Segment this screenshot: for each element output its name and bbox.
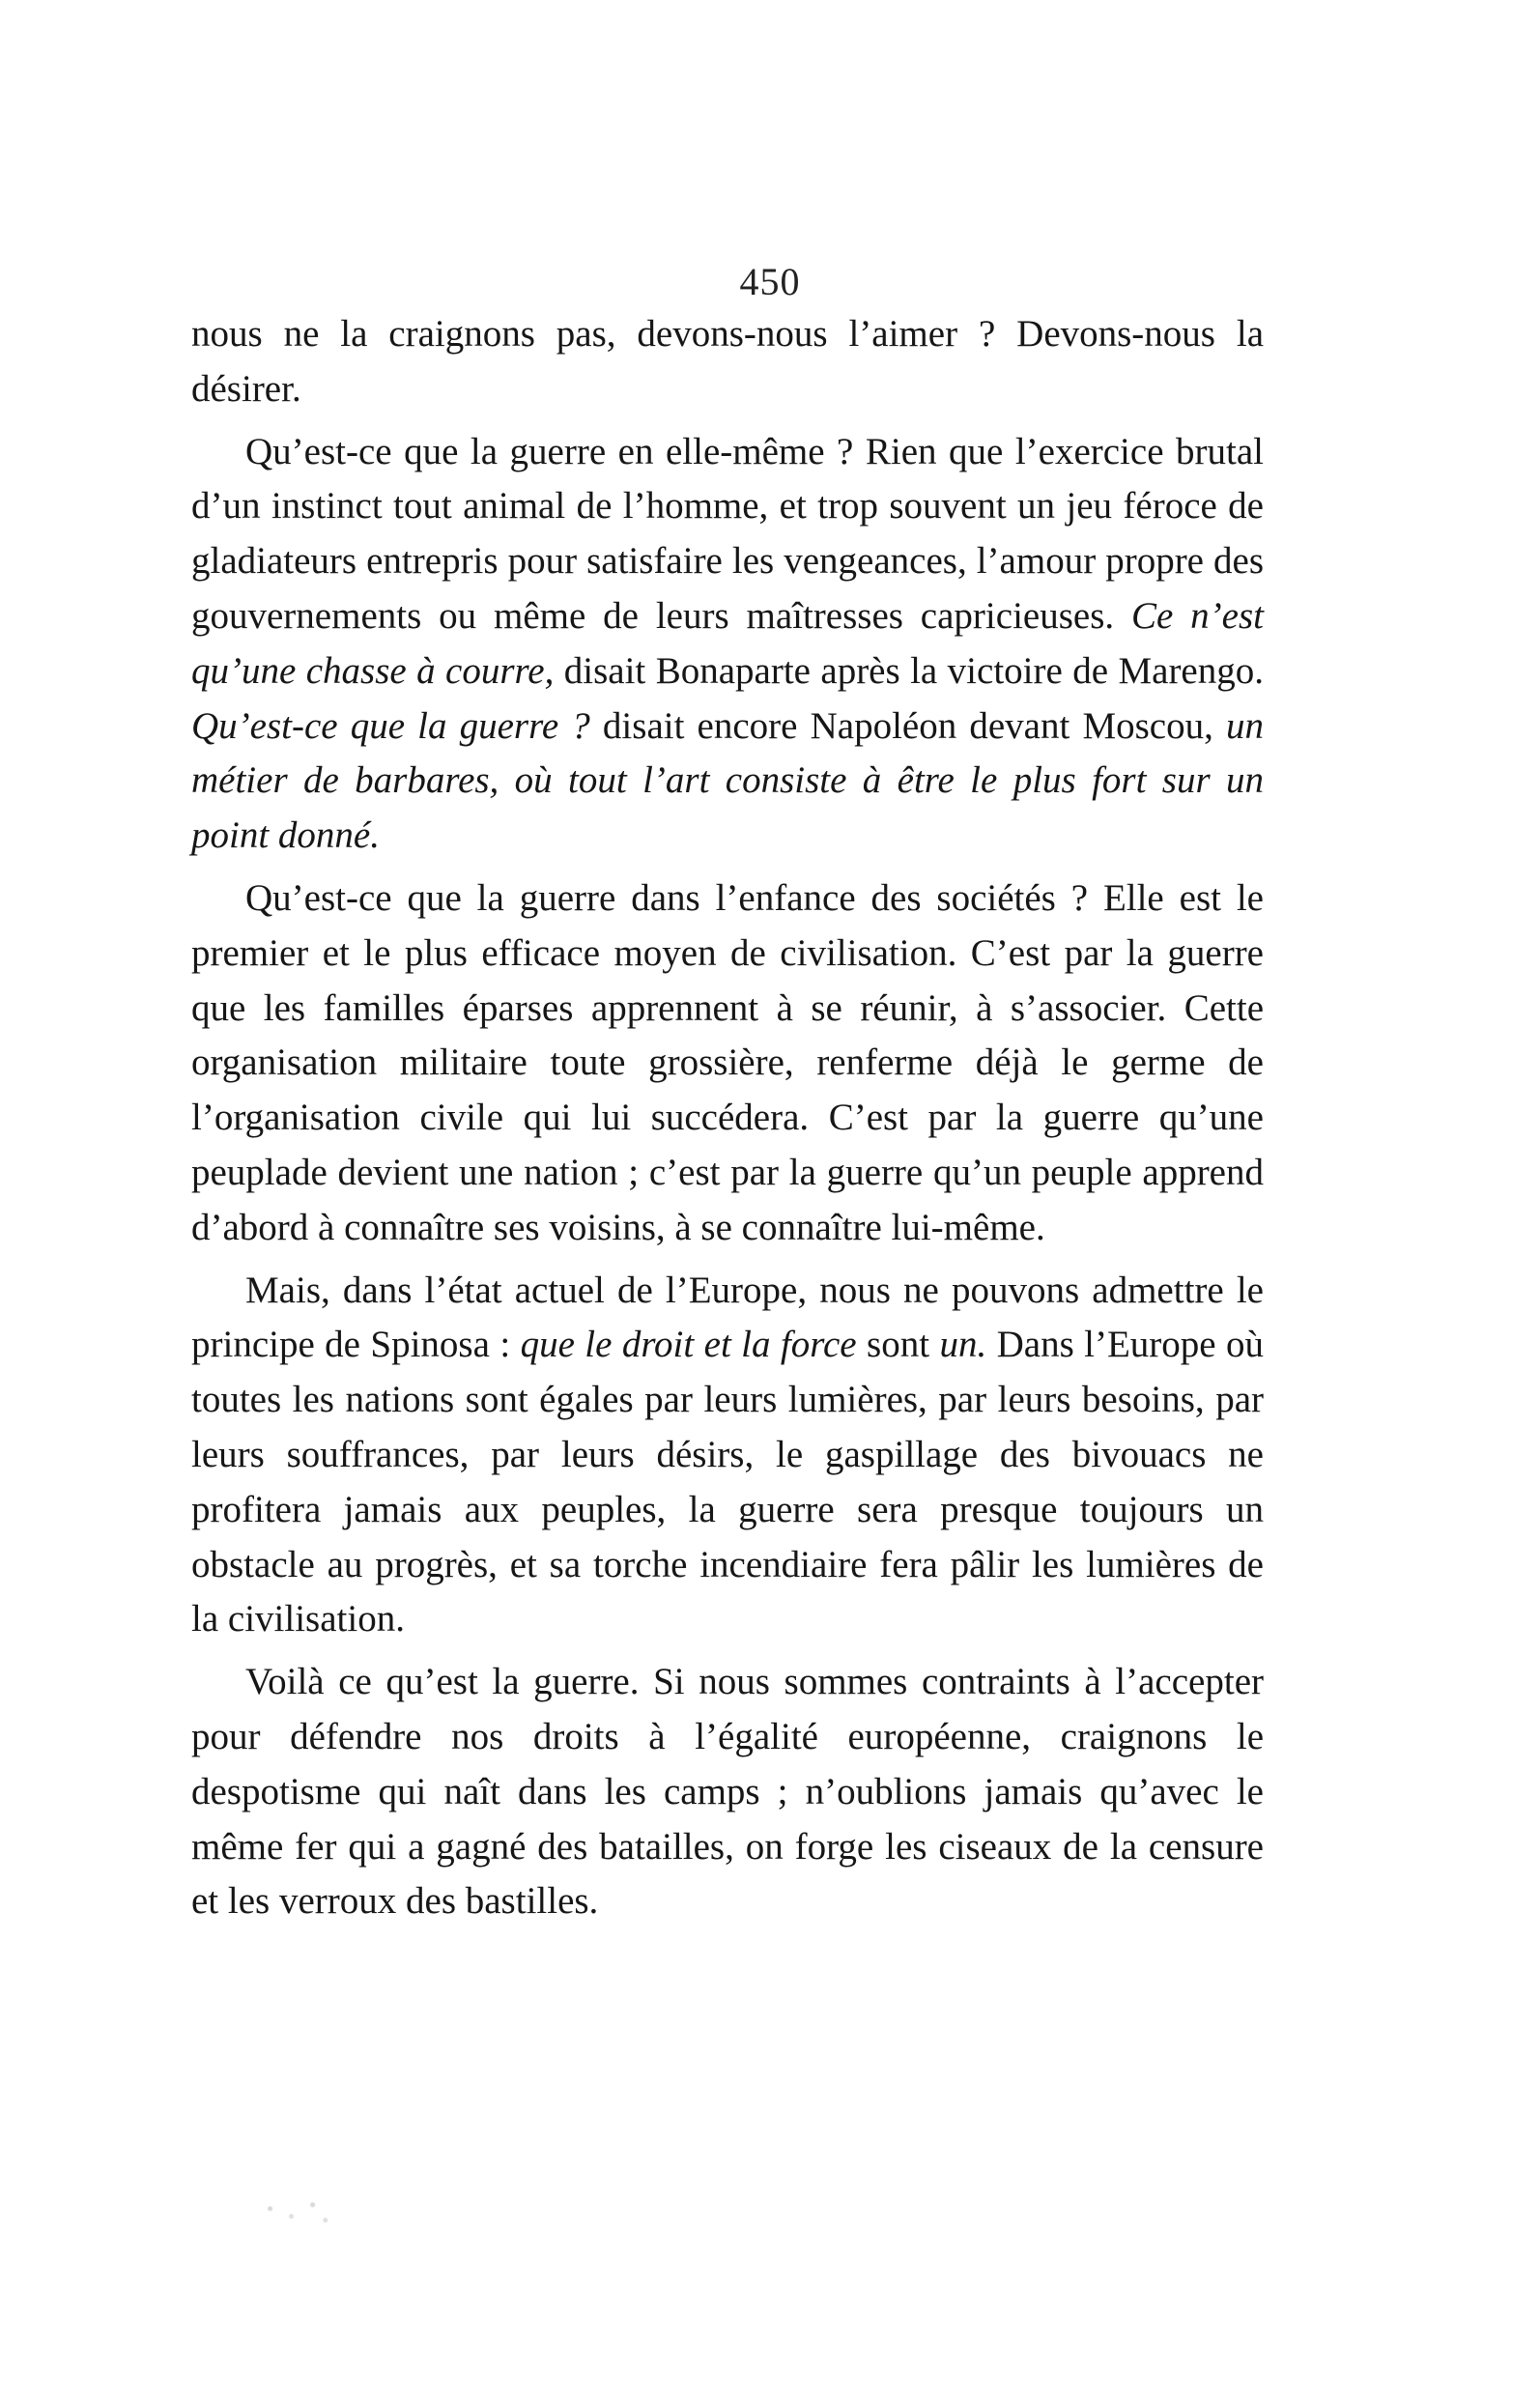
print-smudge [253, 2193, 338, 2232]
paragraph-2 [191, 425, 1264, 864]
paragraph-3 [191, 871, 1264, 1256]
paragraph-4 [191, 1264, 1264, 1648]
text-segment: disait Bonaparte après la victoire de Marengo. [554, 649, 1264, 692]
text-segment: nous ne la craignons pas, devons-nous l’aimer ? Devons-nous la désirer. [191, 313, 1264, 410]
italic-quote: un. [939, 1324, 987, 1366]
italic-quote: un métier de barbares, où tout l’art consiste à être le plus fort sur un point donné. [191, 704, 1264, 857]
page-number: 450 [739, 260, 801, 303]
text-segment: Voilà ce qu’est la guerre. Si nous sommes contraints à l’accepter pour défendre nos droits à l’égalité européenne, craignons le despotisme qui naît dans les camps ; n’oublions jamais qu’avec le même fer qui a gagné des batailles, on forge les ciseaux de la censure et les verroux des bastilles. [191, 1661, 1264, 1923]
paragraph-5 [191, 1655, 1264, 1929]
text-segment: sont [856, 1324, 940, 1366]
text-segment: Mais, dans l’état actuel de l’Europe, nous ne pouvons admettre le principe de Spinosa : [191, 1269, 1264, 1366]
text-segment: Dans l’Europe où toutes les nations sont égales par leurs lumières, par leurs besoins, par leurs souffrances, par leurs désirs, le gaspillage des bivouacs ne profitera jamais aux peuples, la guerre sera presque toujours un obstacle au progrès, et sa torche incendiaire fera pâlir les lumières de la civilisation. [191, 1324, 1264, 1641]
text-segment: disait encore Napoléon devant Moscou, [589, 704, 1226, 747]
text-segment: Qu’est-ce que la guerre en elle-même ? Rien que l’exercice brutal d’un instinct tout animal de l’homme, et trop souvent un jeu féroce de gladiateurs entrepris pour satisfaire les vengeances, l’amour propre des gouvernements ou même de leurs maîtresses capricieuses. [191, 430, 1264, 637]
italic-quote: Ce n’est qu’une chasse à courre, [191, 594, 1264, 692]
text-segment: Qu’est-ce que la guerre dans l’enfance des sociétés ? Elle est le premier et le plus efficace moyen de civilisation. C’est par la guerre que les familles éparses apprennent à se réunir, à s’associer. Cette organisation militaire toute grossière, renferme déjà le germe de l’organisation civile qui lui succédera. C’est par la guerre qu’une peuplade devient une nation ; c’est par la guerre qu’un peuple apprend d’abord à connaître ses voisins, à se connaître lui-même. [191, 876, 1264, 1248]
italic-quote: Qu’est-ce que la guerre ? [191, 704, 590, 747]
paragraph-1 [191, 307, 1264, 417]
body-text [191, 307, 1264, 1929]
italic-quote: que le droit et la force [520, 1324, 857, 1366]
